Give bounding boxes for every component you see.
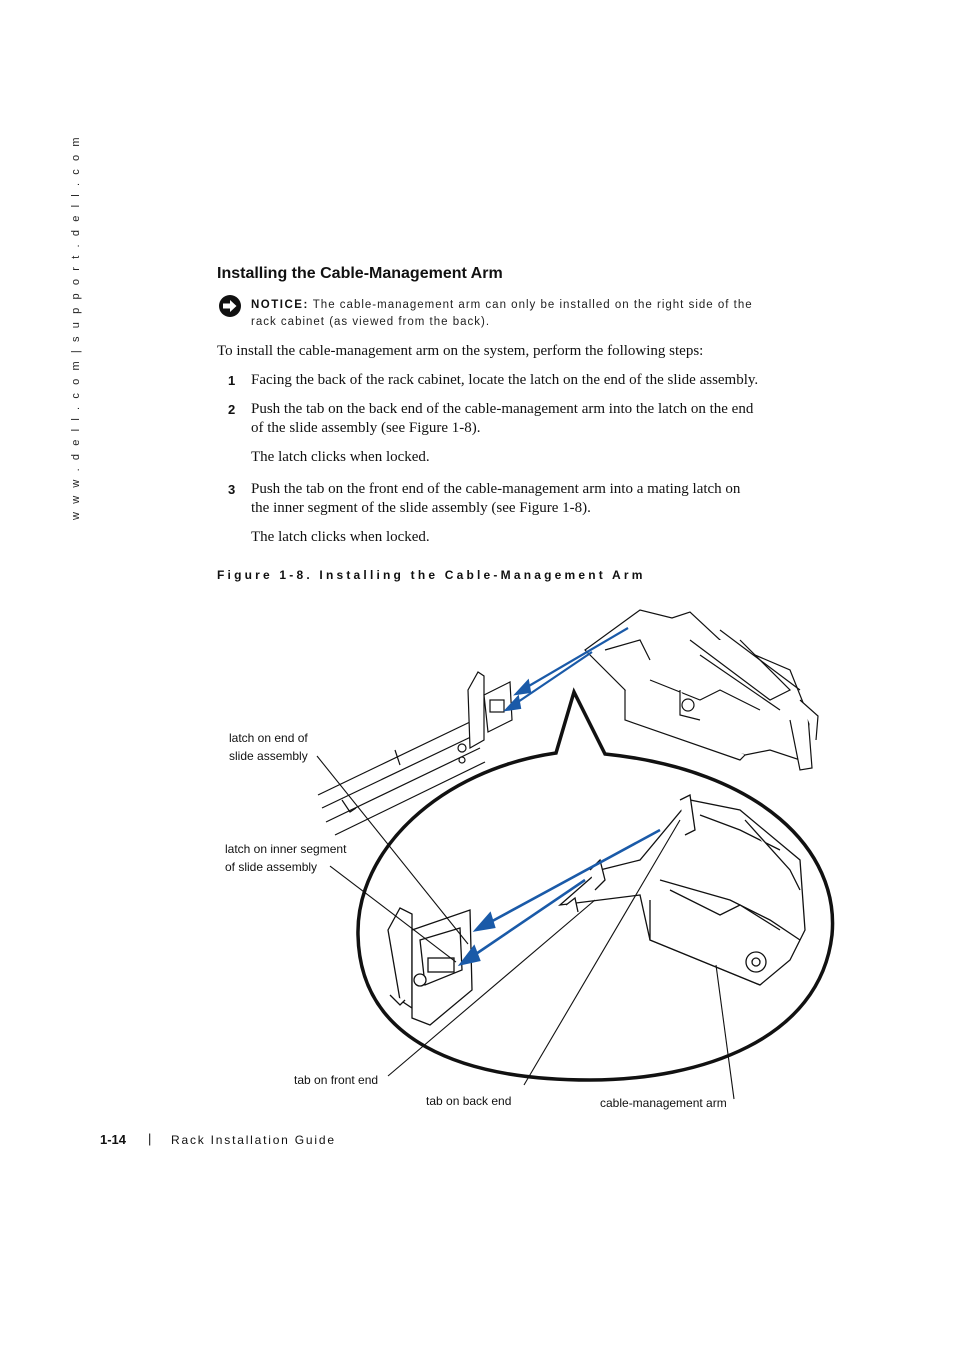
callout-latch-inner-line1: latch on inner segment (225, 842, 347, 856)
upper-cma-drawing (585, 610, 818, 770)
notice-line2: rack cabinet (as viewed from the back). (251, 316, 491, 328)
figure-caption: Figure 1-8. Installing the Cable-Management Arm (217, 568, 646, 582)
callout-latch-on-end-line2: slide assembly (229, 749, 308, 763)
callout-latch-on-end-line1: latch on end of (229, 731, 308, 745)
footer-guide-title: Rack Installation Guide (171, 1133, 336, 1147)
step-2-note: The latch clicks when locked. (251, 449, 430, 465)
step-3-note: The latch clicks when locked. (251, 529, 430, 545)
intro-paragraph: To install the cable-management arm on the system, perform the following steps: (217, 343, 704, 359)
step-3-number: 3 (228, 482, 236, 497)
callout-tab-back-end: tab on back end (426, 1094, 512, 1108)
step-2-number: 2 (228, 402, 236, 417)
side-url-text: w w w . d e l l . c o m | s u p p o r t . d e l l . c o m (70, 134, 82, 520)
step-1-line1: Facing the back of the rack cabinet, locate the latch on the end of the slide assembly. (251, 372, 759, 388)
step-2-line2: of the slide assembly (see Figure 1-8). (251, 420, 481, 436)
slide-latch-drawing (458, 672, 512, 763)
callout-tab-front-end: tab on front end (294, 1073, 379, 1087)
callout-latch-inner-segment (225, 840, 346, 876)
step-2-line1: Push the tab on the back end of the cable-management arm into the latch on the end (251, 401, 754, 417)
notice-line1: The cable-management arm can only be installed on the right side of the (312, 299, 753, 311)
section-heading: Installing the Cable-Management Arm (217, 265, 503, 282)
step-3-line1: Push the tab on the front end of the cable-management arm into a mating latch on (251, 481, 741, 497)
step-1-number: 1 (228, 373, 236, 388)
footer-separator: | (148, 1131, 152, 1146)
callout-cable-management-arm: cable-management arm (600, 1096, 727, 1110)
page-number: 1-14 (100, 1132, 127, 1147)
callout-latch-on-end (229, 729, 308, 765)
callout-latch-inner-line2: of slide assembly (225, 860, 318, 874)
notice-label: NOTICE: (251, 299, 309, 311)
step-3-line2: the inner segment of the slide assembly (see Figure 1-8). (251, 500, 591, 516)
